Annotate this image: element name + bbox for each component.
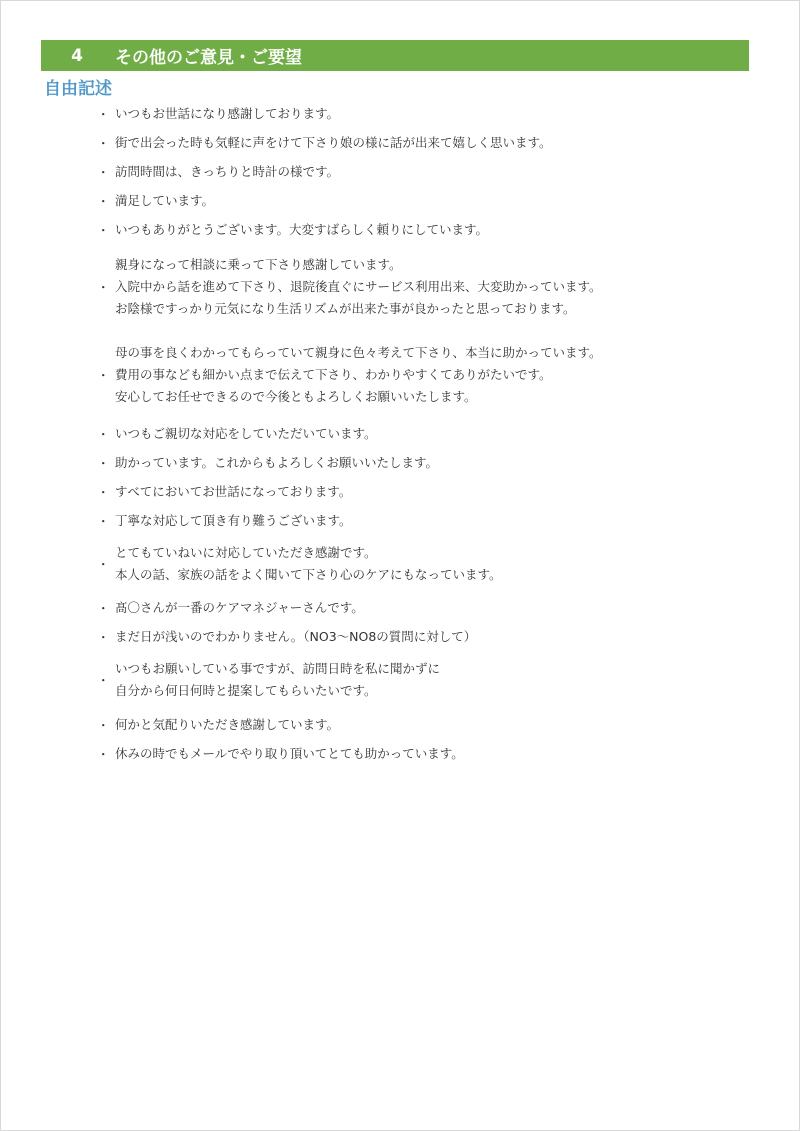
comment-line: 本人の話、家族の話をよく聞いて下さり心のケアにもなっています。 (115, 567, 502, 582)
list-item (97, 743, 747, 765)
comment-line: 休みの時でもメールでやり取り頂いてとても助かっています。 (115, 746, 464, 761)
bullet-mark: ・ (97, 368, 110, 383)
comment-text (115, 452, 438, 474)
list-item (97, 132, 747, 154)
comment-line: 訪問時間は、きっちりと時計の様です。 (115, 164, 340, 179)
bullet-mark: ・ (97, 557, 110, 572)
comment-text (115, 342, 602, 408)
bullet-mark: ・ (97, 601, 110, 616)
comment-line: 丁寧な対応して頂き有り難うございます。 (115, 513, 352, 528)
list-item (97, 423, 747, 445)
comment-text (115, 423, 377, 445)
list-item (97, 714, 747, 736)
comment-line: 満足しています。 (115, 193, 215, 208)
comment-text (115, 626, 476, 648)
comment-line: いつもありがとうございます。大変すばらしく頼りにしています。 (115, 222, 489, 237)
comment-text (115, 714, 339, 736)
comment-text (115, 190, 214, 212)
comment-line: 母の事を良くわかってもらっていて親身に色々考えて下さり、本当に助かっています。 (115, 345, 602, 360)
bullet-mark: ・ (97, 456, 110, 471)
bullet-mark: ・ (97, 747, 110, 762)
comment-line: 自分から何日何時と提案してもらいたいです。 (115, 683, 377, 698)
comment-text (115, 132, 552, 154)
bullet-mark: ・ (97, 136, 110, 151)
comment-line: 費用の事なども細かい点まで伝えて下さり、わかりやすくてありがたいです。 (115, 367, 552, 382)
comment-text (115, 510, 352, 532)
comment-text (115, 481, 351, 503)
bullet-mark: ・ (97, 718, 110, 733)
bullet-mark: ・ (97, 194, 110, 209)
list-item (97, 342, 747, 408)
list-item (97, 626, 747, 648)
list-item (97, 161, 747, 183)
bullet-mark: ・ (97, 427, 110, 442)
list-item (97, 219, 747, 241)
comment-text (115, 219, 488, 241)
comment-text (115, 161, 339, 183)
comment-text (115, 103, 339, 125)
section-number: 4 (71, 45, 83, 66)
comment-line: 髙〇さんが一番のケアマネジャーさんです。 (115, 600, 364, 615)
list-item (97, 103, 747, 125)
comment-line: お陰様ですっかり元気になり生活リズムが出来た事が良かったと思っております。 (115, 301, 576, 316)
bullet-mark: ・ (97, 223, 110, 238)
comment-line: 街で出会った時も気軽に声をけて下さり娘の様に話が出来て嬉しく思います。 (115, 135, 552, 150)
bullet-mark: ・ (97, 673, 110, 688)
comment-line: いつもお世話になり感謝しております。 (115, 106, 340, 121)
section-header (41, 40, 749, 71)
comment-line: 安心してお任せできるので今後ともよろしくお願いいたします。 (115, 389, 477, 404)
comment-text (115, 542, 502, 586)
list-item (97, 597, 747, 619)
list-item (97, 481, 747, 503)
comment-text (115, 597, 364, 619)
comment-line: とてもていねいに対応していただき感謝です。 (115, 545, 377, 560)
bullet-mark: ・ (97, 514, 110, 529)
list-item (97, 254, 747, 320)
comment-line: いつもご親切な対応をしていただいています。 (115, 426, 377, 441)
bullet-mark: ・ (97, 107, 110, 122)
comment-line: すべてにおいてお世話になっております。 (115, 484, 352, 499)
comment-text (115, 743, 464, 765)
comment-line: いつもお願いしている事ですが、訪問日時を私に聞かずに (115, 661, 441, 676)
comment-line: 助かっています。これからもよろしくお願いいたします。 (115, 455, 439, 470)
comment-line: 何かと気配りいただき感謝しています。 (115, 717, 340, 732)
bullet-mark: ・ (97, 630, 110, 645)
list-item (97, 510, 747, 532)
bullet-mark: ・ (97, 485, 110, 500)
comment-line: まだ日が浅いのでわかりません。（NO3～NO8の質問に対して） (115, 629, 477, 644)
list-item (97, 542, 747, 586)
section-title: その他のご意見・ご要望 (115, 48, 302, 68)
list-item (97, 452, 747, 474)
comment-line: 入院中から話を進めて下さり、退院後直ぐにサービス利用出来、大変助かっています。 (115, 279, 602, 294)
comment-text (115, 254, 602, 320)
bullet-mark: ・ (97, 280, 110, 295)
comment-line: 親身になって相談に乗って下さり感謝しています。 (115, 257, 402, 272)
bullet-mark: ・ (97, 165, 110, 180)
list-item (97, 190, 747, 212)
comment-text (115, 658, 440, 702)
subtitle: 自由記述 (44, 79, 112, 99)
list-item (97, 658, 747, 702)
